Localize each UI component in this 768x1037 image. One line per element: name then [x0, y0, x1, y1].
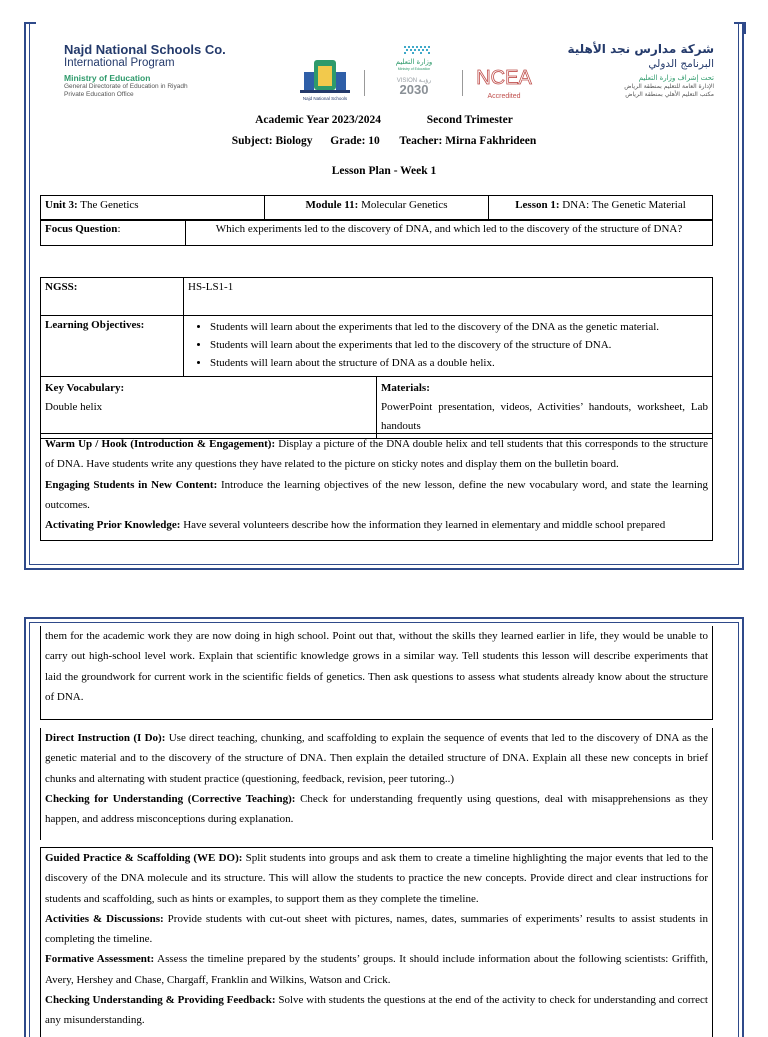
guided-practice-section [40, 847, 713, 1037]
activities-text: Provide students with cut-out sheet with pictures, names, dates, summaries of experiments’ results to assist students in completing the timeline. [45, 912, 708, 946]
unit-value: The Genetics [77, 199, 139, 211]
lesson-plan-title: Lesson Plan - Week 1 [331, 165, 437, 177]
program-name: International Program [64, 57, 175, 69]
vision-year: 2030 [399, 82, 429, 97]
ncea-accredited-logo [474, 58, 534, 102]
letterhead [64, 42, 714, 102]
directorate-name-ar: الإدارة العامة للتعليم بمنطقة الرياض [624, 83, 714, 90]
focus-label-cell [41, 220, 186, 246]
module-label: Module 11: [305, 199, 359, 211]
formative-label: Formative Assessment: [45, 953, 155, 966]
feedback-text: Solve with students the questions at the end of the activity to check for understanding and correct any misunderstanding. [45, 994, 708, 1027]
logo-divider [462, 70, 463, 96]
vocab-materials-table [40, 376, 713, 439]
objectives-list [188, 320, 708, 370]
lesson-cell [489, 196, 713, 221]
module-value: Molecular Genetics [358, 199, 448, 211]
teacher: Teacher: Mirna Fakhrideen [399, 135, 537, 147]
engaging-text: Introduce the learning objectives of the new lesson, define the new vocabulary word, and state the learning outcomes. [45, 478, 708, 511]
unit-cell [41, 196, 265, 221]
company-block-en [64, 42, 226, 99]
page-corner-mark [24, 22, 36, 34]
focus-label: Focus Question [45, 223, 118, 235]
vision-2030-logo [374, 44, 454, 102]
materials-cell [377, 377, 713, 439]
vision-label: VISION رؤيـة [396, 78, 432, 84]
focus-colon: : [117, 223, 121, 235]
program-name-ar: البرنامج الدولي [648, 58, 714, 70]
najd-schools-logo [294, 58, 356, 102]
objectives-table [40, 277, 713, 377]
materials-label: Materials: [381, 382, 430, 394]
ministry-name-ar: تحت إشراف وزارة التعليم [638, 74, 714, 82]
activities-label: Activities & Discussions: [45, 912, 164, 925]
ngss-value: HS-LS1-1 [184, 278, 713, 316]
intro-section [40, 433, 713, 541]
unit-module-lesson-table [40, 195, 713, 221]
prior-knowledge-paragraph [45, 515, 708, 535]
feedback-label: Checking Understanding & Providing Feedback: [45, 994, 276, 1007]
objective-item: • Students will learn about the structure of DNA as a double helix. [210, 356, 708, 370]
focus-question: Which experiments led to the discovery of DNA, and which led to the discovery of the structure of DNA? [186, 220, 713, 246]
formative-paragraph [45, 949, 708, 990]
company-name-ar: شركة مدارس نجد الأهلية [567, 42, 714, 56]
ncea-accredited: Accredited [487, 93, 521, 100]
focus-question-table [40, 219, 713, 246]
prior-knowledge-text: Have several volunteers describe how the information they learned in elementary and middle school prepared [180, 519, 666, 532]
unit-label: Unit 3: [45, 199, 78, 211]
vocab-value: Double helix [45, 401, 103, 413]
feedback-paragraph [45, 990, 708, 1031]
warmup-paragraph [45, 434, 708, 475]
cfu-label: Checking for Understanding (Corrective Teaching): [45, 792, 296, 805]
formative-text: Assess the timeline prepared by the students’ groups. It should include information about the following scientists: Griffith, Avery, Hershey and Chase, Chargaff, Franklin and Wilkins, Watson and Crick. [45, 953, 708, 986]
guided-practice-label: Guided Practice & Scaffolding (WE DO): [45, 852, 243, 864]
ngss-label: NGSS: [41, 278, 184, 316]
page-corner-mark [734, 22, 746, 34]
guided-practice-text: Split students into groups and ask them to create a timeline highlighting the major events that led to the discovery of the DNA molecule and its structure. This will allow the students to practice the new concepts. Provide direct and clear instructions for students and scaffolding, such as hints or examples, to support them as they complete the timeline. [45, 852, 708, 905]
direct-instruction-section [40, 728, 713, 840]
materials-value: PowerPoint presentation, videos, Activities’ handouts, worksheet, Lab handouts [381, 401, 708, 432]
ministry-name: Ministry of Education [64, 73, 151, 83]
office-name: Private Education Office [64, 91, 134, 98]
continued-text: them for the academic work they are now doing in high school. Point out that, without the skills they learned earlier in life, they would be unable to carry out high-school level work. Explain that scientific knowledge grows in a similar way. Tell students this lesson will describe experiments that laid the groundwork for current work in the scientific fields of genetics. Then ask questions to assess what students already know about the structure of DNA. [45, 630, 708, 703]
warmup-label: Warm Up / Hook (Introduction & Engagement): [45, 438, 276, 450]
guided-practice-paragraph [45, 848, 708, 909]
module-cell [265, 196, 489, 221]
lesson-value: DNA: The Genetic Material [559, 199, 686, 211]
grade: Grade: 10 [330, 135, 380, 147]
logo-divider [364, 70, 365, 96]
direct-instruction-label: Direct Instruction (I Do): [45, 732, 166, 744]
activities-paragraph [45, 909, 708, 950]
company-block-ar [567, 42, 714, 99]
prior-knowledge-label: Activating Prior Knowledge: [45, 519, 181, 532]
office-name-ar: مكتب التعليم الأهلي بمنطقة الرياض [625, 91, 714, 98]
subject-line [0, 135, 768, 147]
direct-instruction-paragraph [45, 728, 708, 789]
vocab-label: Key Vocabulary: [45, 382, 125, 394]
ncea-letters: NCEA [476, 67, 532, 89]
direct-instruction-text: Use direct teaching, chunking, and scaffolding to explain the sequence of events that led to the discovery of DNA as the genetic material and to the discovery of the structure of DNA. Then explain the detailed structure of DNA. Explain all these new concepts in brief chunks and alternating with student practice (questioning, feedback, revision, peer tutoring..) [45, 732, 709, 785]
academic-year: Academic Year 2023/2024 [255, 114, 381, 126]
objective-item: • Students will learn about the experiments that led to the discovery of the structure of DNA. [210, 338, 708, 352]
objectives-label: Learning Objectives: [41, 316, 184, 377]
trimester: Second Trimester [426, 114, 513, 126]
engaging-paragraph [45, 475, 708, 516]
vision-ministry-ar: وزارة التعليم [395, 58, 433, 66]
engaging-label: Engaging Students in New Content: [45, 478, 218, 491]
objectives-cell [184, 316, 713, 377]
company-name: Najd National Schools Co. [64, 42, 226, 57]
objective-item: • Students will learn about the experiments that led to the discovery of the DNA as the genetic material. [210, 320, 708, 334]
subject: Subject: Biology [231, 135, 313, 147]
warmup-text: Display a picture of the DNA double helix and tell students that this corresponds to the structure of DNA. Have students write any questions they have related to the picture on sticky notes and display them on the bulletin board. [45, 438, 708, 471]
lesson-label: Lesson 1: [515, 199, 560, 211]
prior-knowledge-continued [40, 626, 713, 720]
vision-ministry-en: Ministry of Education [397, 67, 431, 71]
vocab-cell [41, 377, 377, 439]
cfu-text: Check for understanding frequently using questions, deal with misapprehensions as they happen, and address misconceptions during explanation. [45, 792, 708, 826]
academic-year-line [0, 114, 768, 126]
najd-logo-caption: Najd National Schools [302, 96, 348, 101]
cfu-paragraph [45, 789, 708, 830]
directorate-name: General Directorate of Education in Riyadh [64, 83, 188, 90]
